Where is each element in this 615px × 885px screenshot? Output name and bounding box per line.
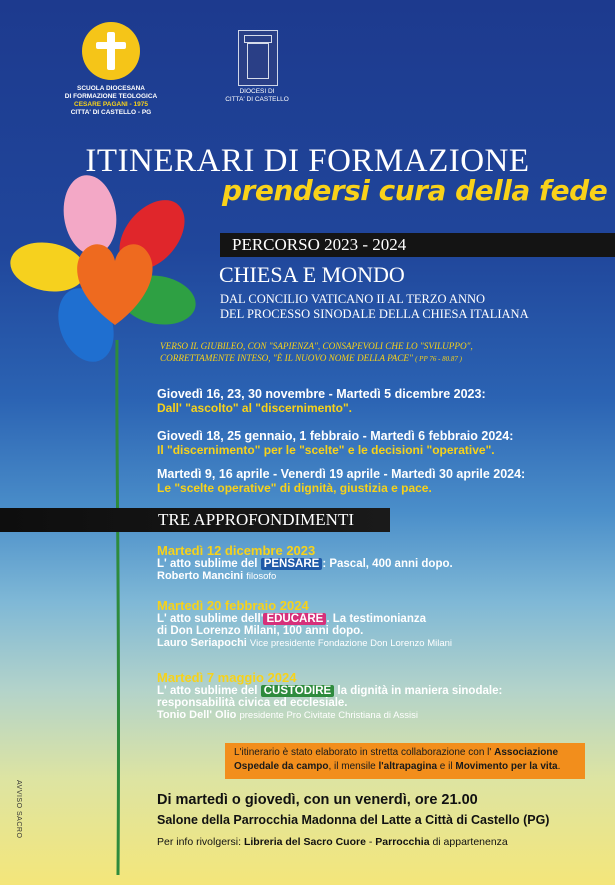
keyword-pensare: PENSARE <box>261 558 323 570</box>
approfondimento-text: di Don Lorenzo Milani, 100 anni dopo. <box>157 625 364 637</box>
diocese-logo-text <box>212 88 302 104</box>
collaboration-line: . <box>557 761 561 772</box>
schedule-topic: Dall' "ascolto" al "discernimento". <box>157 401 352 415</box>
schedule-dates: Giovedì 18, 25 gennaio, 1 febbraio - Martedì 6 febbraio 2024: <box>157 429 514 443</box>
collaboration-line: , il mensile <box>328 761 379 772</box>
collaboration-line: L'itinerario è stato elaborato in stretta collaborazione con l' <box>234 747 492 758</box>
school-founder-line: CESARE PAGANI - 1975 <box>74 101 148 108</box>
schedule-topic: Il "discernimento" per le "scelte" e le decisioni "operative". <box>157 443 495 457</box>
approfondimento-text: la dignità in maniera sinodale: <box>334 685 503 697</box>
subtitle: prendersi cura della fede <box>222 174 608 207</box>
schedule-item <box>157 429 607 467</box>
info-text: - <box>365 836 376 848</box>
diocese-line: CITTA' DI CASTELLO <box>225 96 289 103</box>
collaboration-partner: l'altrapagina <box>378 761 438 772</box>
schedule-item <box>157 387 607 429</box>
approfondimento-date: Martedì 7 maggio 2024 <box>157 670 297 685</box>
info-contact: Libreria del Sacro Cuore <box>243 836 366 848</box>
schedule-dates: Giovedì 16, 23, 30 novembre - Martedì 5 dicembre 2023: <box>157 387 486 401</box>
school-logo <box>82 22 140 80</box>
venue: Salone della Parrocchia Madonna del Latte a Città di Castello (PG) <box>157 813 550 827</box>
approfondimenti-label: TRE APPROFONDIMENTI <box>158 510 354 529</box>
approfondimento-text: L' atto sublime del <box>157 558 258 570</box>
subheading-line: DEL PROCESSO SINODALE DELLA CHIESA ITALIANA <box>220 307 529 321</box>
school-name-line: DI FORMAZIONE TEOLOGICA <box>64 93 158 100</box>
schedule-time: Di martedì o giovedì, con un venerdì, ore 21.00 <box>157 792 478 808</box>
approfondimento-text: responsabilità civica ed ecclesiale. <box>157 697 348 709</box>
schedule-dates: Martedì 9, 16 aprile - Venerdì 19 aprile - Martedì 30 aprile 2024: <box>157 467 526 481</box>
percorso-label: PERCORSO 2023 - 2024 <box>232 235 407 254</box>
quote-line: CORRETTAMENTE INTESO, "È IL NUOVO NOME DELLA PACE" <box>160 353 413 363</box>
info-text: di appartenenza <box>429 836 508 848</box>
diocese-line: DIOCESI DI <box>239 88 275 95</box>
approfondimento-1 <box>157 543 597 582</box>
schedule-item <box>157 467 607 495</box>
approfondimento-date: Martedì 12 dicembre 2023 <box>157 543 316 558</box>
collaboration-partner: Ospedale da campo <box>234 761 329 772</box>
schedule-topic: Le "scelte operative" di dignità, giustizia e pace. <box>157 481 432 495</box>
school-logo-text <box>52 85 170 117</box>
approfondimento-text: L' atto sublime del <box>157 685 258 697</box>
speaker-name: Tonio Dell' Olio <box>157 709 237 721</box>
approfondimenti-band <box>0 508 390 532</box>
approfondimento-text: . La testimonianza <box>326 613 426 625</box>
schedule-list <box>157 387 607 495</box>
side-notice: AVVISO SACRO <box>15 780 22 839</box>
collaboration-partner: Movimento per la vita <box>455 761 558 772</box>
subheading-line: DAL CONCILIO VATICANO II AL TERZO ANNO <box>220 292 486 306</box>
keyword-custodire: CUSTODIRE <box>261 685 335 697</box>
percorso-band <box>220 233 615 257</box>
collaboration-text <box>234 746 582 774</box>
keyword-educare: EDUCARE <box>263 613 326 625</box>
speaker-role: Vice presidente Fondazione Don Lorenzo Milani <box>249 638 453 649</box>
main-title: ITINERARI DI FORMAZIONE <box>85 143 530 179</box>
info-line <box>157 836 508 848</box>
speaker-role: filosofo <box>246 571 277 582</box>
info-contact: Parrocchia <box>375 836 430 848</box>
approfondimento-3 <box>157 670 597 721</box>
speaker-role: presidente Pro Civitate Christiana di Assisi <box>239 710 418 721</box>
school-name-line: SCUOLA DIOCESANA <box>76 85 145 92</box>
approfondimento-2 <box>157 598 597 649</box>
petal-pink <box>59 175 122 258</box>
info-text: Per info rivolgersi: <box>157 836 244 848</box>
approfondimento-text: : Pascal, 400 anni dopo. <box>322 558 453 570</box>
speaker-name: Roberto Mancini <box>157 570 244 582</box>
quote-block <box>160 340 473 365</box>
school-city-line: CITTA' DI CASTELLO - PG <box>70 109 152 116</box>
quote-line: VERSO IL GIUBILEO, CON "SAPIENZA", CONSAPEVOLI CHE LO "SVILUPPO", <box>160 341 473 351</box>
quote-reference: ( PP 76 - 80.87 ) <box>415 355 463 363</box>
approfondimento-date: Martedì 20 febbraio 2024 <box>157 598 309 613</box>
speaker-name: Lauro Seriapochi <box>157 637 247 649</box>
collaboration-partner: Associazione <box>494 747 559 758</box>
diocese-crest-icon <box>238 30 278 86</box>
approfondimento-text: L' atto sublime dell' <box>157 613 264 625</box>
flower-stem <box>117 340 119 875</box>
section-subheading <box>220 292 529 322</box>
section-heading: CHIESA E MONDO <box>219 262 405 287</box>
collaboration-line: e il <box>437 761 456 772</box>
